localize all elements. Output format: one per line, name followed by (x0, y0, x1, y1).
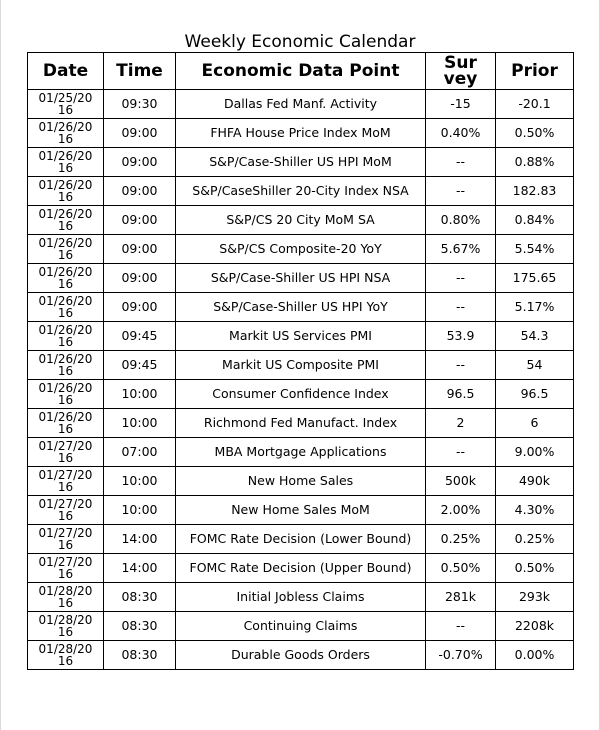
data-point-cell: New Home Sales (176, 467, 426, 496)
survey-header-label: Survey (443, 53, 478, 89)
page-title: Weekly Economic Calendar (184, 32, 416, 52)
data-point-header: Economic Data Point (176, 53, 426, 90)
prior-cell: 490k (496, 467, 574, 496)
survey-cell: -0.70% (426, 641, 496, 670)
survey-cell: 0.40% (426, 119, 496, 148)
table-row (28, 148, 574, 177)
date-cell: 01/26/20 16 (28, 206, 104, 235)
prior-cell: 6 (496, 409, 574, 438)
economic-calendar-table (27, 52, 574, 670)
table-row (28, 467, 574, 496)
table-row (28, 119, 574, 148)
date-cell: 01/28/20 16 (28, 612, 104, 641)
prior-cell: 182.83 (496, 177, 574, 206)
data-point-cell: Initial Jobless Claims (176, 583, 426, 612)
time-cell: 08:30 (104, 583, 176, 612)
data-point-cell: Durable Goods Orders (176, 641, 426, 670)
time-header: Time (104, 53, 176, 90)
data-point-cell: New Home Sales MoM (176, 496, 426, 525)
time-cell: 14:00 (104, 525, 176, 554)
survey-cell: 281k (426, 583, 496, 612)
time-cell: 09:00 (104, 177, 176, 206)
data-point-cell: FOMC Rate Decision (Upper Bound) (176, 554, 426, 583)
survey-cell: -- (426, 177, 496, 206)
date-cell: 01/26/20 16 (28, 177, 104, 206)
survey-cell: 0.25% (426, 525, 496, 554)
date-cell: 01/28/20 16 (28, 583, 104, 612)
time-cell: 10:00 (104, 409, 176, 438)
prior-cell: 0.84% (496, 206, 574, 235)
date-cell: 01/26/20 16 (28, 235, 104, 264)
data-point-cell: Consumer Confidence Index (176, 380, 426, 409)
data-point-cell: Markit US Composite PMI (176, 351, 426, 380)
prior-cell: 293k (496, 583, 574, 612)
table-row (28, 322, 574, 351)
survey-cell: -- (426, 438, 496, 467)
data-point-cell: FHFA House Price Index MoM (176, 119, 426, 148)
survey-cell: 2 (426, 409, 496, 438)
time-cell: 08:30 (104, 641, 176, 670)
prior-cell: 4.30% (496, 496, 574, 525)
table-row (28, 177, 574, 206)
date-cell: 01/26/20 16 (28, 148, 104, 177)
survey-cell: -15 (426, 90, 496, 119)
prior-cell: 2208k (496, 612, 574, 641)
table-row (28, 409, 574, 438)
table-row (28, 380, 574, 409)
survey-cell: -- (426, 612, 496, 641)
time-cell: 09:00 (104, 119, 176, 148)
date-cell: 01/26/20 16 (28, 322, 104, 351)
survey-cell: -- (426, 264, 496, 293)
data-point-cell: S&P/CaseShiller 20-City Index NSA (176, 177, 426, 206)
survey-cell: 0.80% (426, 206, 496, 235)
data-point-cell: S&P/CS Composite-20 YoY (176, 235, 426, 264)
data-point-cell: S&P/Case-Shiller US HPI YoY (176, 293, 426, 322)
data-point-cell: S&P/Case-Shiller US HPI MoM (176, 148, 426, 177)
survey-cell: 500k (426, 467, 496, 496)
time-cell: 09:45 (104, 322, 176, 351)
time-cell: 07:00 (104, 438, 176, 467)
date-header: Date (28, 53, 104, 90)
date-cell: 01/27/20 16 (28, 438, 104, 467)
date-cell: 01/27/20 16 (28, 467, 104, 496)
data-point-cell: Continuing Claims (176, 612, 426, 641)
time-cell: 09:00 (104, 235, 176, 264)
date-cell: 01/26/20 16 (28, 351, 104, 380)
data-point-cell: Markit US Services PMI (176, 322, 426, 351)
time-cell: 10:00 (104, 380, 176, 409)
time-cell: 09:00 (104, 293, 176, 322)
data-point-cell: Richmond Fed Manufact. Index (176, 409, 426, 438)
table-row (28, 293, 574, 322)
survey-header (426, 53, 496, 90)
table-row (28, 264, 574, 293)
prior-cell: 96.5 (496, 380, 574, 409)
table-row (28, 641, 574, 670)
date-cell: 01/27/20 16 (28, 525, 104, 554)
date-cell: 01/27/20 16 (28, 496, 104, 525)
survey-cell: -- (426, 148, 496, 177)
time-cell: 09:00 (104, 264, 176, 293)
survey-cell: 53.9 (426, 322, 496, 351)
prior-cell: 0.88% (496, 148, 574, 177)
time-cell: 14:00 (104, 554, 176, 583)
prior-cell: 9.00% (496, 438, 574, 467)
date-cell: 01/26/20 16 (28, 409, 104, 438)
date-cell: 01/26/20 16 (28, 380, 104, 409)
prior-cell: -20.1 (496, 90, 574, 119)
prior-header: Prior (496, 53, 574, 90)
time-cell: 09:00 (104, 206, 176, 235)
header-row (28, 53, 574, 90)
prior-cell: 54 (496, 351, 574, 380)
survey-cell: -- (426, 293, 496, 322)
table-row (28, 612, 574, 641)
data-point-cell: MBA Mortgage Applications (176, 438, 426, 467)
date-cell: 01/28/20 16 (28, 641, 104, 670)
data-point-cell: S&P/Case-Shiller US HPI NSA (176, 264, 426, 293)
prior-cell: 0.00% (496, 641, 574, 670)
survey-cell: 5.67% (426, 235, 496, 264)
data-point-cell: S&P/CS 20 City MoM SA (176, 206, 426, 235)
time-cell: 09:45 (104, 351, 176, 380)
time-cell: 10:00 (104, 496, 176, 525)
date-cell: 01/26/20 16 (28, 119, 104, 148)
table-row (28, 351, 574, 380)
time-cell: 09:30 (104, 90, 176, 119)
data-point-cell: FOMC Rate Decision (Lower Bound) (176, 525, 426, 554)
data-point-cell: Dallas Fed Manf. Activity (176, 90, 426, 119)
prior-cell: 0.25% (496, 525, 574, 554)
table-row (28, 496, 574, 525)
table-row (28, 554, 574, 583)
table-row (28, 206, 574, 235)
time-cell: 08:30 (104, 612, 176, 641)
date-cell: 01/26/20 16 (28, 264, 104, 293)
table-row (28, 525, 574, 554)
prior-cell: 54.3 (496, 322, 574, 351)
prior-cell: 0.50% (496, 119, 574, 148)
time-cell: 09:00 (104, 148, 176, 177)
time-cell: 10:00 (104, 467, 176, 496)
prior-cell: 5.54% (496, 235, 574, 264)
date-cell: 01/26/20 16 (28, 293, 104, 322)
table-row (28, 583, 574, 612)
survey-cell: -- (426, 351, 496, 380)
prior-cell: 0.50% (496, 554, 574, 583)
prior-cell: 5.17% (496, 293, 574, 322)
table-row (28, 235, 574, 264)
date-cell: 01/27/20 16 (28, 554, 104, 583)
date-cell: 01/25/20 16 (28, 90, 104, 119)
table-row (28, 438, 574, 467)
prior-cell: 175.65 (496, 264, 574, 293)
survey-cell: 0.50% (426, 554, 496, 583)
survey-cell: 2.00% (426, 496, 496, 525)
table-row (28, 90, 574, 119)
survey-cell: 96.5 (426, 380, 496, 409)
